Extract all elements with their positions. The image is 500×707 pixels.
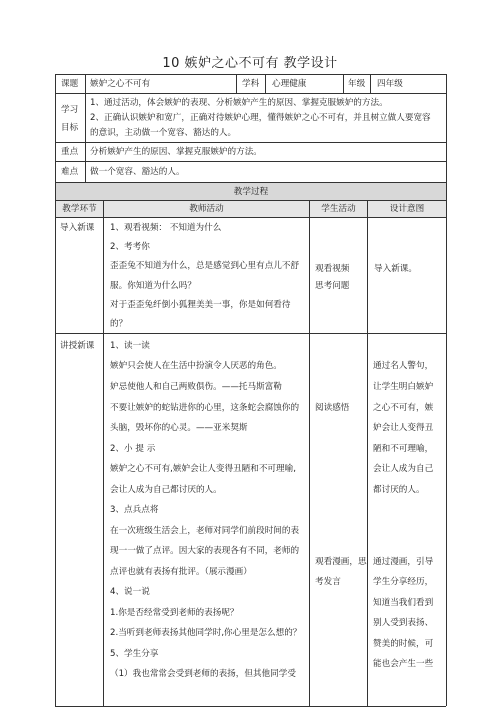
lesson-teacher-line: 3、点兵点将 [110,505,159,515]
row-divider [55,333,446,334]
key-point-label: 重点 [61,147,79,157]
intro-teacher-line: 对于歪歪兔纤倒小狐狸美美一事，你是如何看待 [110,300,291,310]
goals-line: 的意识，主动做一个宽容、豁达的人。 [90,128,237,138]
lesson-teacher-line: 1.你是否经常受到老师的表扬呢？ [110,608,239,618]
lesson-teacher-line: （1）我也常常会受到老师的表扬，但其他同学受 [110,669,296,679]
column-header-stage: 教学环节 [62,204,97,214]
lesson-teacher-line: 2、小 提 示 [110,444,156,454]
grade-label: 年级 [348,79,366,89]
grade-value: 四年级 [377,79,403,89]
difficulty-label: 难点 [61,167,79,177]
lesson-intent-line: 别人受到表扬、 [373,618,434,628]
intro-teacher-line: 1、观看视频： 不知道为什么 [110,223,222,233]
col-divider [343,74,344,93]
col-divider [370,74,371,93]
difficulty-value: 做一个宽容、豁达的人。 [90,167,185,177]
lesson-intent-line: 都讨厌的人。 [373,485,425,495]
goals-line: 1、通过活动，体会嫉妒的表现、分析嫉妒产生的原因、掌握克服嫉妒的方法。 [90,98,388,108]
process-header: 教学过程 [233,187,269,197]
table-border-left [55,74,56,706]
lesson-intent-line: 能也会产生一些 [373,659,434,669]
intro-stage: 导入新课 [60,223,95,233]
lesson-teacher-line: 头脑，毁坏你的心灵。——亚米契斯 [110,423,248,433]
lesson-teacher-line: 嫉妒只会使人在生活中扮演令人厌恶的角色。 [110,361,282,371]
lesson-teacher-line: 在一次班级生活会上，老师对同学们前段时间的表 [110,526,300,536]
table-border-right [446,74,447,706]
goals-line: 2、正确认识嫉妒和宽广，正确对待嫉妒心理，懂得嫉妒之心不可有，并且树立做人要宽容 [90,113,431,123]
lesson-intent-line: 妒会让人变得丑 [373,423,434,433]
row-divider [55,161,446,162]
discipline-label: 学科 [242,79,260,89]
column-header-intent: 设计意图 [389,204,425,214]
intro-teacher-line: 歪歪兔不知道为什么，总是感觉到心里有点儿不舒 [110,261,300,271]
lesson-teacher-line: 5、学生分享 [110,649,159,659]
col-divider [85,74,86,182]
lesson-teacher-line: 2.当听到老师表扬其他同学时,你心里是怎么想的？ [110,628,302,638]
lesson-teacher-line: 点评也就有表扬有批评。（展示漫画） [110,567,252,577]
lesson-intent-line: 陋和不可理喻， [373,444,434,454]
goals-label-line1: 学习 [61,105,79,115]
intro-teacher-line: 的？ [110,319,128,329]
column-header-student: 学生活动 [321,204,356,214]
column-header-teacher: 教师活动 [189,204,224,214]
intro-intent: 导入新课。 [374,264,417,274]
col-divider [103,200,104,706]
lesson-student-activity: 考发言 [315,577,341,587]
col-divider [309,200,310,706]
lesson-stage: 讲授新课 [60,341,95,351]
col-divider [236,74,237,93]
col-divider [367,200,368,706]
lesson-intent-line: 赞美的时候，可 [373,639,434,649]
col-divider [265,74,266,93]
row-divider [55,93,446,94]
lesson-intent-line: 知道当我们看到 [373,598,434,608]
lesson-student-activity: 观看漫画，思 [315,557,367,567]
lesson-teacher-line: 妒忌使他人和自己两败俱伤。——托马斯富勒 [110,382,282,392]
subject-value: 嫉妒之心不可有 [90,79,151,89]
lesson-intent-line: 学生分享经历， [373,577,434,587]
intro-student-line: 思考问题 [315,281,350,291]
discipline-value: 心理健康 [272,79,307,89]
lesson-teacher-line: 嫉妒之心不可有,嫉妒会让人变得丑陋和不可理喻, [110,464,296,474]
lesson-intent-line: 让学生明白嫉妒 [373,382,434,392]
lesson-intent-line: 通过漫画，引导 [373,557,434,567]
subject-label: 课题 [61,79,79,89]
goals-label-line2: 目标 [61,123,79,133]
key-point-value: 分析嫉妒产生的原因、掌握克服嫉妒的方法。 [90,147,262,157]
lesson-intent-line: 之心不可有，嫉 [373,403,434,413]
row-divider [55,217,446,218]
lesson-teacher-line: 会让人成为自己都讨厌的人。 [110,485,222,495]
lesson-teacher-line: 1、读一读 [110,341,150,351]
intro-teacher-line: 2、考考你 [110,242,150,252]
page-title: 10 嫉妒之心不可有 教学设计 [162,56,338,71]
lesson-intent-line: 通过名人警句， [373,361,434,371]
lesson-intent-line: 会让人成为自己 [373,464,434,474]
intro-teacher-line: 服。你知道为什么吗？ [110,281,196,291]
table-border-top [55,74,446,75]
lesson-teacher-line: 4、说一说 [110,587,150,597]
lesson-teacher-line: 现一一做了点评。因大家的表现各有不同，老师的 [110,546,300,556]
lesson-teacher-line: 不要让嫉妒的蛇钻进你的心里，这条蛇会腐蚀你的 [110,403,300,413]
lesson-student-activity: 阅读感悟 [315,403,350,413]
intro-student-line: 观看视频 [315,264,350,274]
row-divider [55,142,446,143]
